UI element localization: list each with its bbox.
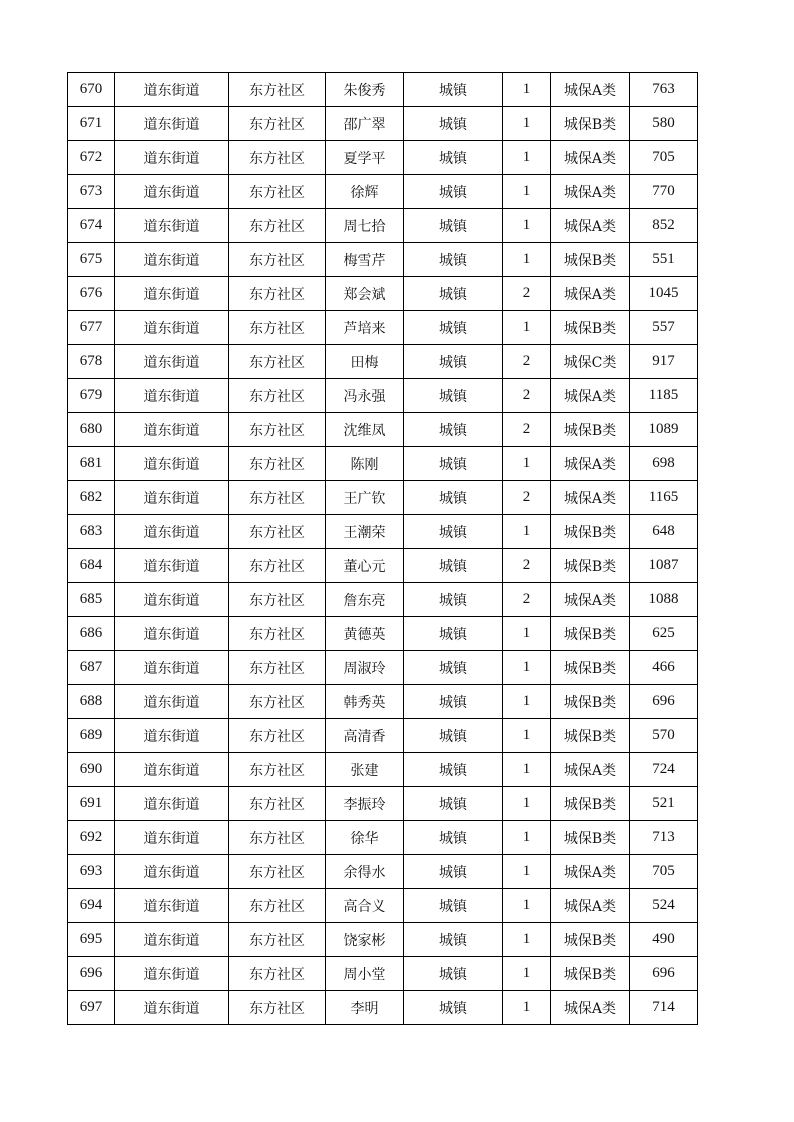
cell-area-type: 城镇 [404,447,503,481]
cell-amount: 698 [630,447,698,481]
cell-amount: 521 [630,787,698,821]
cell-person-name: 郑会斌 [326,277,404,311]
cell-street: 道东街道 [115,991,229,1025]
cell-insurance-category: 城保B类 [551,821,630,855]
cell-household-count: 1 [503,923,551,957]
cell-community: 东方社区 [229,957,326,991]
cell-community: 东方社区 [229,413,326,447]
cell-serial-number: 678 [68,345,115,379]
cell-amount: 625 [630,617,698,651]
table-row [68,175,698,209]
cell-household-count: 1 [503,821,551,855]
cell-insurance-category: 城保B类 [551,515,630,549]
cell-street: 道东街道 [115,243,229,277]
cell-area-type: 城镇 [404,855,503,889]
cell-household-count: 1 [503,889,551,923]
cell-amount: 705 [630,141,698,175]
cell-household-count: 1 [503,141,551,175]
cell-area-type: 城镇 [404,379,503,413]
cell-person-name: 沈维凤 [326,413,404,447]
table-row [68,107,698,141]
cell-community: 东方社区 [229,379,326,413]
table-row [68,379,698,413]
cell-serial-number: 674 [68,209,115,243]
cell-community: 东方社区 [229,549,326,583]
cell-street: 道东街道 [115,107,229,141]
cell-serial-number: 695 [68,923,115,957]
cell-community: 东方社区 [229,481,326,515]
cell-community: 东方社区 [229,617,326,651]
cell-amount: 705 [630,855,698,889]
cell-community: 东方社区 [229,141,326,175]
cell-person-name: 周七拾 [326,209,404,243]
cell-household-count: 1 [503,855,551,889]
cell-person-name: 韩秀英 [326,685,404,719]
cell-serial-number: 675 [68,243,115,277]
cell-household-count: 1 [503,617,551,651]
cell-community: 东方社区 [229,685,326,719]
cell-amount: 714 [630,991,698,1025]
cell-serial-number: 682 [68,481,115,515]
cell-community: 东方社区 [229,73,326,107]
cell-community: 东方社区 [229,345,326,379]
cell-street: 道东街道 [115,719,229,753]
cell-insurance-category: 城保A类 [551,583,630,617]
cell-amount: 524 [630,889,698,923]
cell-amount: 466 [630,651,698,685]
cell-amount: 570 [630,719,698,753]
table-row [68,209,698,243]
cell-person-name: 朱俊秀 [326,73,404,107]
cell-area-type: 城镇 [404,651,503,685]
cell-street: 道东街道 [115,583,229,617]
cell-amount: 713 [630,821,698,855]
cell-household-count: 1 [503,107,551,141]
table-row [68,957,698,991]
cell-serial-number: 676 [68,277,115,311]
cell-area-type: 城镇 [404,481,503,515]
cell-area-type: 城镇 [404,243,503,277]
cell-amount: 490 [630,923,698,957]
cell-insurance-category: 城保A类 [551,277,630,311]
cell-street: 道东街道 [115,855,229,889]
cell-street: 道东街道 [115,923,229,957]
cell-serial-number: 684 [68,549,115,583]
cell-street: 道东街道 [115,889,229,923]
cell-community: 东方社区 [229,277,326,311]
cell-household-count: 2 [503,277,551,311]
cell-insurance-category: 城保B类 [551,719,630,753]
cell-community: 东方社区 [229,889,326,923]
cell-serial-number: 697 [68,991,115,1025]
cell-amount: 1087 [630,549,698,583]
cell-insurance-category: 城保A类 [551,447,630,481]
cell-amount: 852 [630,209,698,243]
cell-area-type: 城镇 [404,617,503,651]
cell-street: 道东街道 [115,73,229,107]
cell-street: 道东街道 [115,413,229,447]
cell-household-count: 1 [503,175,551,209]
cell-area-type: 城镇 [404,277,503,311]
table-row [68,889,698,923]
cell-serial-number: 685 [68,583,115,617]
cell-household-count: 1 [503,753,551,787]
cell-street: 道东街道 [115,277,229,311]
cell-insurance-category: 城保B类 [551,243,630,277]
cell-person-name: 徐辉 [326,175,404,209]
cell-area-type: 城镇 [404,413,503,447]
cell-serial-number: 689 [68,719,115,753]
cell-insurance-category: 城保A类 [551,991,630,1025]
cell-insurance-category: 城保B类 [551,107,630,141]
cell-serial-number: 688 [68,685,115,719]
table-row [68,515,698,549]
cell-area-type: 城镇 [404,787,503,821]
cell-household-count: 1 [503,515,551,549]
cell-area-type: 城镇 [404,923,503,957]
cell-street: 道东街道 [115,957,229,991]
cell-amount: 763 [630,73,698,107]
cell-insurance-category: 城保B类 [551,311,630,345]
cell-insurance-category: 城保A类 [551,889,630,923]
cell-community: 东方社区 [229,583,326,617]
cell-household-count: 1 [503,719,551,753]
table-row [68,447,698,481]
cell-insurance-category: 城保B类 [551,957,630,991]
table-row [68,787,698,821]
cell-community: 东方社区 [229,753,326,787]
cell-area-type: 城镇 [404,209,503,243]
cell-serial-number: 693 [68,855,115,889]
cell-area-type: 城镇 [404,141,503,175]
cell-person-name: 邵广翠 [326,107,404,141]
cell-amount: 580 [630,107,698,141]
cell-area-type: 城镇 [404,889,503,923]
cell-amount: 557 [630,311,698,345]
cell-community: 东方社区 [229,107,326,141]
cell-serial-number: 679 [68,379,115,413]
cell-person-name: 董心元 [326,549,404,583]
cell-serial-number: 687 [68,651,115,685]
cell-community: 东方社区 [229,991,326,1025]
cell-person-name: 田梅 [326,345,404,379]
cell-person-name: 梅雪芹 [326,243,404,277]
cell-household-count: 1 [503,447,551,481]
cell-insurance-category: 城保B类 [551,413,630,447]
cell-area-type: 城镇 [404,73,503,107]
cell-person-name: 王广钦 [326,481,404,515]
cell-insurance-category: 城保A类 [551,753,630,787]
cell-area-type: 城镇 [404,311,503,345]
cell-serial-number: 691 [68,787,115,821]
cell-community: 东方社区 [229,209,326,243]
cell-community: 东方社区 [229,787,326,821]
cell-amount: 696 [630,685,698,719]
cell-serial-number: 671 [68,107,115,141]
cell-street: 道东街道 [115,209,229,243]
cell-insurance-category: 城保A类 [551,141,630,175]
cell-street: 道东街道 [115,175,229,209]
cell-household-count: 1 [503,685,551,719]
cell-serial-number: 696 [68,957,115,991]
cell-household-count: 2 [503,413,551,447]
cell-community: 东方社区 [229,311,326,345]
cell-insurance-category: 城保A类 [551,73,630,107]
cell-amount: 551 [630,243,698,277]
cell-household-count: 1 [503,651,551,685]
cell-amount: 1045 [630,277,698,311]
cell-community: 东方社区 [229,923,326,957]
cell-person-name: 芦培来 [326,311,404,345]
cell-household-count: 2 [503,549,551,583]
cell-insurance-category: 城保A类 [551,855,630,889]
table-row [68,141,698,175]
cell-street: 道东街道 [115,345,229,379]
cell-street: 道东街道 [115,685,229,719]
table-row [68,481,698,515]
cell-person-name: 王潮荣 [326,515,404,549]
cell-area-type: 城镇 [404,549,503,583]
cell-serial-number: 683 [68,515,115,549]
cell-person-name: 周小堂 [326,957,404,991]
cell-area-type: 城镇 [404,175,503,209]
cell-amount: 696 [630,957,698,991]
table-row [68,345,698,379]
table-row [68,311,698,345]
cell-amount: 917 [630,345,698,379]
cell-person-name: 张建 [326,753,404,787]
cell-insurance-category: 城保A类 [551,379,630,413]
cell-household-count: 1 [503,787,551,821]
cell-street: 道东街道 [115,549,229,583]
cell-serial-number: 690 [68,753,115,787]
cell-person-name: 李明 [326,991,404,1025]
cell-area-type: 城镇 [404,821,503,855]
cell-person-name: 黄德英 [326,617,404,651]
cell-insurance-category: 城保B类 [551,923,630,957]
cell-household-count: 2 [503,379,551,413]
table-row [68,923,698,957]
cell-person-name: 徐华 [326,821,404,855]
cell-serial-number: 686 [68,617,115,651]
cell-street: 道东街道 [115,651,229,685]
table-body [68,73,698,1025]
cell-serial-number: 681 [68,447,115,481]
cell-community: 东方社区 [229,447,326,481]
cell-household-count: 1 [503,991,551,1025]
cell-person-name: 冯永强 [326,379,404,413]
cell-serial-number: 670 [68,73,115,107]
cell-community: 东方社区 [229,175,326,209]
cell-serial-number: 680 [68,413,115,447]
cell-amount: 1088 [630,583,698,617]
cell-insurance-category: 城保B类 [551,549,630,583]
table-row [68,617,698,651]
cell-amount: 648 [630,515,698,549]
table-row [68,651,698,685]
cell-person-name: 高清香 [326,719,404,753]
cell-street: 道东街道 [115,379,229,413]
cell-street: 道东街道 [115,821,229,855]
cell-amount: 770 [630,175,698,209]
cell-street: 道东街道 [115,515,229,549]
table-row [68,549,698,583]
cell-street: 道东街道 [115,447,229,481]
cell-person-name: 高合义 [326,889,404,923]
cell-amount: 1185 [630,379,698,413]
cell-person-name: 周淑玲 [326,651,404,685]
cell-serial-number: 672 [68,141,115,175]
cell-person-name: 李振玲 [326,787,404,821]
cell-insurance-category: 城保A类 [551,209,630,243]
cell-household-count: 2 [503,583,551,617]
cell-street: 道东街道 [115,481,229,515]
cell-serial-number: 694 [68,889,115,923]
cell-serial-number: 692 [68,821,115,855]
cell-area-type: 城镇 [404,345,503,379]
cell-household-count: 2 [503,481,551,515]
table-row [68,855,698,889]
cell-household-count: 1 [503,209,551,243]
cell-amount: 724 [630,753,698,787]
cell-person-name: 饶家彬 [326,923,404,957]
cell-area-type: 城镇 [404,719,503,753]
table-row [68,73,698,107]
cell-area-type: 城镇 [404,515,503,549]
table-row [68,243,698,277]
cell-insurance-category: 城保B类 [551,685,630,719]
cell-person-name: 夏学平 [326,141,404,175]
document-sheet [67,72,698,1025]
cell-community: 东方社区 [229,821,326,855]
cell-community: 东方社区 [229,243,326,277]
table-row [68,685,698,719]
cell-household-count: 1 [503,957,551,991]
table-row [68,583,698,617]
cell-amount: 1089 [630,413,698,447]
table-row [68,277,698,311]
cell-insurance-category: 城保A类 [551,481,630,515]
cell-household-count: 1 [503,73,551,107]
cell-amount: 1165 [630,481,698,515]
cell-insurance-category: 城保C类 [551,345,630,379]
cell-person-name: 陈刚 [326,447,404,481]
cell-household-count: 2 [503,345,551,379]
cell-insurance-category: 城保A类 [551,175,630,209]
cell-street: 道东街道 [115,311,229,345]
cell-person-name: 詹东亮 [326,583,404,617]
cell-serial-number: 673 [68,175,115,209]
cell-insurance-category: 城保B类 [551,617,630,651]
cell-street: 道东街道 [115,787,229,821]
cell-community: 东方社区 [229,651,326,685]
table-row [68,753,698,787]
cell-insurance-category: 城保B类 [551,651,630,685]
cell-insurance-category: 城保B类 [551,787,630,821]
cell-area-type: 城镇 [404,991,503,1025]
cell-household-count: 1 [503,311,551,345]
table-row [68,821,698,855]
cell-street: 道东街道 [115,617,229,651]
cell-area-type: 城镇 [404,583,503,617]
cell-household-count: 1 [503,243,551,277]
beneficiary-table [67,72,698,1025]
cell-serial-number: 677 [68,311,115,345]
cell-area-type: 城镇 [404,685,503,719]
cell-community: 东方社区 [229,515,326,549]
cell-street: 道东街道 [115,141,229,175]
table-row [68,413,698,447]
cell-person-name: 余得水 [326,855,404,889]
table-row [68,991,698,1025]
cell-community: 东方社区 [229,719,326,753]
cell-community: 东方社区 [229,855,326,889]
cell-area-type: 城镇 [404,957,503,991]
table-row [68,719,698,753]
cell-area-type: 城镇 [404,107,503,141]
cell-street: 道东街道 [115,753,229,787]
cell-area-type: 城镇 [404,753,503,787]
